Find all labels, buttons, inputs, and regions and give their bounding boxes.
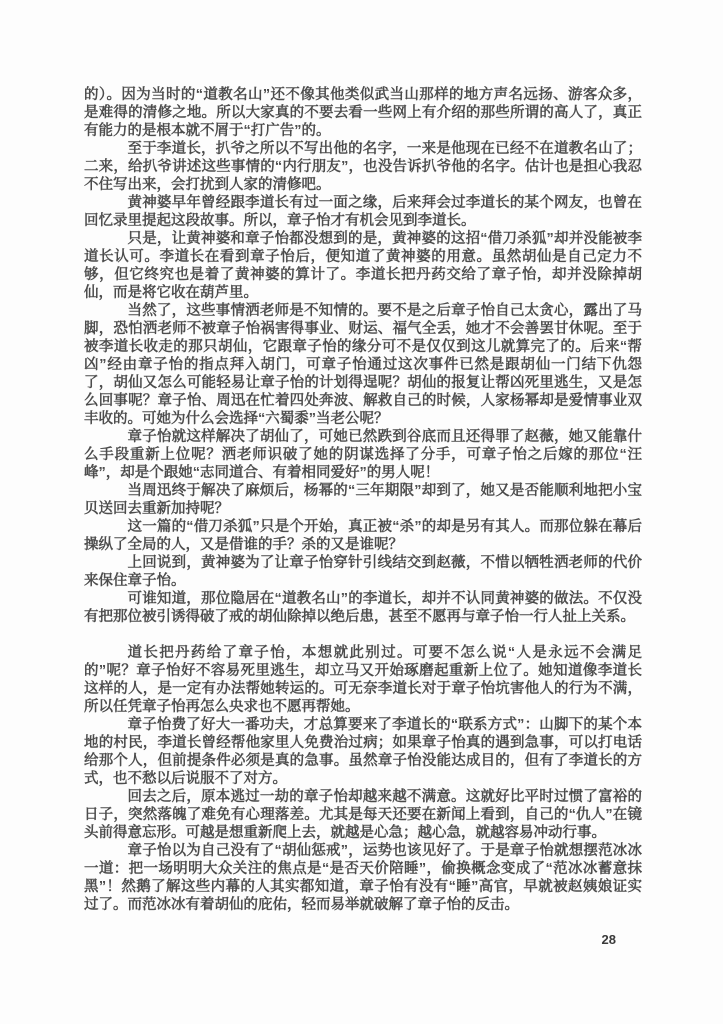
page-number: 28 (601, 932, 616, 947)
paragraph: 章子怡费了好大一番功夫，才总算要来了李道长的“联系方式”：山脚下的某个本地的村民，李道长曾经帮他家里人免费治过病；如果章子怡真的遇到急事，可以打电话给那个人，但前提条件必须是真的急事。虽然章子怡没能达成目的，但有了李道长的方式，也不愁以后说服不了对方。 (84, 717, 642, 787)
paragraph: 道长把丹药给了章子怡，本想就此别过。可要不怎么说“人是永远不会满足的”呢？章子怡好不容易死里逃生，却立马又开始琢磨起重新上位了。她知道像李道长这样的人，是一定有办法帮她转运的。可无奈李道长对于章子怡坑害他人的行为不满，所以任凭章子怡再怎么央求也不愿再帮她。 (84, 645, 642, 715)
paragraph: 回去之后，原本逃过一劫的章子怡却越来越不满意。这就好比平时过惯了富裕的日子，突然落魄了难免有心理落差。尤其是每天还要在新闻上看到，自己的“仇人”在镜头前得意忘形。可越是想重新爬上去，就越是心急；越心急，就越容易冲动行事。 (84, 789, 642, 841)
paragraph: 只是，让黄神婆和章子怡都没想到的是，黄神婆的这招“借刀杀狐”却并没能被李道长认可。李道长在看到章子怡后，便知道了黄神婆的用意。虽然胡仙是自己定力不够，但它终究也是着了黄神婆的算计了。李道长把丹药交给了章子怡，却并没除掉胡仙，而是将它收在葫芦里。 (84, 231, 642, 301)
paragraph: 的）。因为当时的“道教名山”还不像其他类似武当山那样的地方声名远扬、游客众多，是难得的清修之地。所以大家真的不要去看一些网上有介绍的那些所谓的高人了，真正有能力的是根本就不屑于“打广告”的。 (84, 87, 642, 139)
paragraph: 上回说到，黄神婆为了让章子怡穿针引线结交到赵薇，不惜以牺牲洒老师的代价来保住章子怡。 (84, 555, 642, 589)
paragraph: 章子怡以为自己没有了“胡仙惩戒”，运势也该见好了。于是章子怡就想摆范冰冰一道：把一场明明大众关注的焦点是“是否天价陪睡”，偷换概念变成了“范冰冰蓄意抹黑”！然鹅了解这些内幕的人其实都知道，章子怡有没有“睡”高官，早就被赵姨娘证实过了。而范冰冰有着胡仙的庇佑，轻而易举就破解了章子怡的反击。 (84, 843, 642, 913)
paragraph: 当然了，这些事情洒老师是不知情的。要不是之后章子怡自己太贪心，露出了马脚，恐怕洒老师不被章子怡祸害得事业、财运、福气全丢，她才不会善罢甘休呢。至于被李道长收走的那只胡仙，它跟章子怡的缘分可不是仅仅到这儿就算完了的。后来“帮凶”经由章子怡的指点拜入胡门，可章子怡通过这次事件已然是跟胡仙一门结下仇怨了，胡仙又怎么可能轻易让章子怡的计划得逞呢？胡仙的报复让帮凶死里逃生，又是怎么回事呢？章子怡、周迅在忙着四处奔波、解救自己的时候，人家杨幂却是爱情事业双丰收的。可她为什么会选择“六蜀黍”当老公呢？ (84, 303, 642, 427)
paragraph: 当周迅终于解决了麻烦后，杨幂的“三年期限”却到了，她又是否能顺利地把小宝贝送回去重新加持呢？ (84, 483, 642, 517)
body-text (84, 86, 642, 914)
paragraph: 章子怡就这样解决了胡仙了，可她已然跌到谷底而且还得罪了赵薇，她又能靠什么手段重新上位呢？洒老师识破了她的阴谋选择了分手，可章子怡之后嫁的那位“汪峰”，却是个跟她“志同道合、有着相同爱好”的男人呢！ (84, 429, 642, 481)
paragraph: 这一篇的“借刀杀狐”只是个开始，真正被“杀”的却是另有其人。而那位躲在幕后操纵了全局的人，又是借谁的手？杀的又是谁呢？ (84, 519, 642, 553)
paragraph: 黄神婆早年曾经跟李道长有过一面之缘，后来拜会过李道长的某个网友，也曾在回忆录里提起这段故事。所以，章子怡才有机会见到李道长。 (84, 195, 642, 229)
paragraph: 可谁知道，那位隐居在“道教名山”的李道长，却并不认同黄神婆的做法。不仅没有把那位被引诱得破了戒的胡仙除掉以绝后患，甚至不愿再与章子怡一行人扯上关系。 (84, 591, 642, 625)
paragraph: 至于李道长，扒爷之所以不写出他的名字，一来是他现在已经不在道教名山了；二来，给扒爷讲述这些事情的“内行朋友”，也没告诉扒爷他的名字。估计也是担心我忍不住写出来，会打扰到人家的清修吧。 (84, 141, 642, 193)
